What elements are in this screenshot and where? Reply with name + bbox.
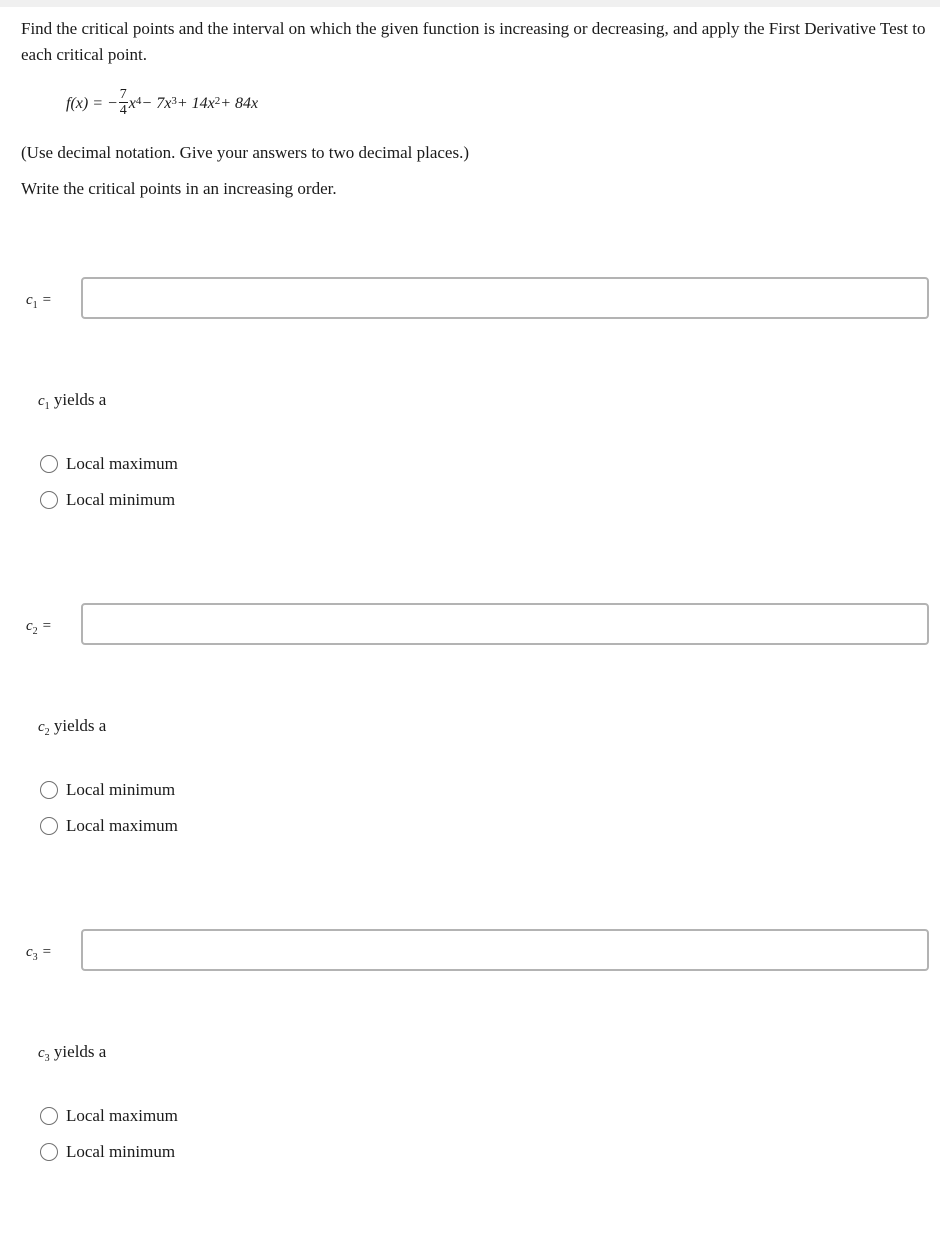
decimal-instruction: (Use decimal notation. Give your answers to two decimal places.): [21, 143, 470, 162]
term3-exponent: 2: [214, 95, 221, 107]
c1-label: $c_1$ =: [26, 292, 52, 311]
formula-lhs: f(x) = −: [66, 95, 118, 112]
term2: − 7x: [141, 95, 172, 112]
c2-label: $c_2$ =: [26, 618, 52, 637]
c3-answer-input[interactable]: [81, 929, 929, 971]
term4: + 84x: [220, 95, 259, 112]
fraction-numerator: 7: [119, 86, 127, 102]
c2-yields-text: $c_2$ yields a: [38, 716, 107, 738]
term1-base: x: [128, 95, 136, 112]
c3-option-local-maximum[interactable]: [40, 1104, 178, 1128]
c1-option-local-minimum[interactable]: [40, 488, 175, 512]
c2-option-local-maximum[interactable]: [40, 814, 178, 838]
option-label: Local maximum: [66, 1106, 178, 1125]
radio-button[interactable]: [40, 455, 58, 473]
radio-button[interactable]: [40, 781, 58, 799]
radio-button[interactable]: [40, 1143, 58, 1161]
option-label: Local minimum: [66, 1142, 176, 1161]
term3: + 14x: [176, 95, 215, 112]
formula-fraction: [119, 87, 128, 118]
option-label: Local minimum: [66, 490, 176, 509]
option-label: Local maximum: [66, 816, 178, 835]
c2-option-local-minimum[interactable]: [40, 778, 175, 802]
order-instruction: Write the critical points in an increasing order.: [21, 179, 337, 198]
c1-answer-input[interactable]: [81, 277, 929, 319]
fraction-denominator: 4: [119, 102, 127, 118]
term1-exponent: 4: [135, 95, 142, 107]
term2-exponent: 3: [171, 95, 177, 107]
function-formula: [66, 84, 258, 124]
c3-label: $c_3$ =: [26, 944, 52, 963]
question-prompt: Find the critical points and the interval on which the given function is increasing or decreasing, and apply the First Derivative Test to each critical point.: [21, 19, 926, 64]
c3-yields-text: $c_3$ yields a: [38, 1042, 107, 1064]
radio-button[interactable]: [40, 817, 58, 835]
radio-button[interactable]: [40, 491, 58, 509]
top-bar: [0, 0, 940, 7]
c1-option-local-maximum[interactable]: [40, 452, 178, 476]
radio-button[interactable]: [40, 1107, 58, 1125]
c2-answer-input[interactable]: [81, 603, 929, 645]
option-label: Local maximum: [66, 454, 178, 473]
option-label: Local minimum: [66, 780, 176, 799]
c3-option-local-minimum[interactable]: [40, 1140, 175, 1164]
c1-yields-text: $c_1$ yields a: [38, 390, 107, 412]
